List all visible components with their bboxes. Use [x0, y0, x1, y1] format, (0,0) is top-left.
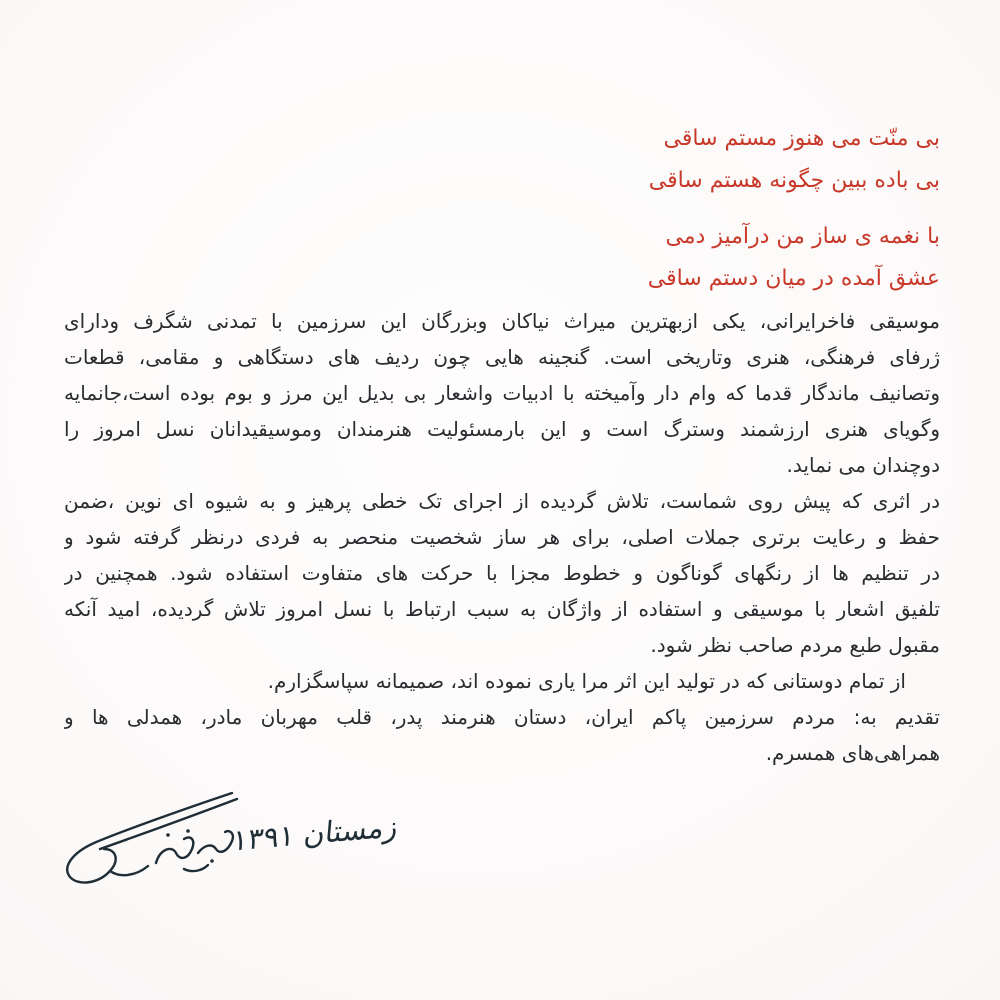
text-line: وتصانیف ماندگار قدما که وام دار وآمیخته با ادبیات واشعار بی بدیل این مرز و بوم بوده است،جانمایه	[64, 381, 940, 405]
text-line: موسیقی فاخرایرانی، یکی ازبهترین میراث نیاکان وبزرگان این سرزمین با تمدنی شگرف ودارای	[64, 309, 940, 333]
text-line: حفظ و رعایت برتری جملات اصلی، برای هر ساز شخصیت منحصر به فردی درنظر گرفته شود و	[64, 525, 940, 549]
text-line: همراهی‌های همسرم.	[765, 741, 940, 765]
body-text	[64, 303, 940, 771]
signature	[60, 787, 400, 897]
poem-couplet	[400, 118, 940, 202]
text-line: تقدیم به: مردم سرزمین پاکم ایران، دستان هنرمند پدر، قلب مهربان مادر، همدلی ها و	[64, 705, 940, 729]
signature-date: زمستان ۱۳۹۱	[231, 808, 400, 858]
poem-block	[400, 118, 940, 314]
poem-line: با نغمه ی ساز من درآمیز دمی	[665, 224, 940, 249]
text-line: ژرفای فرهنگی، هنری وتاریخی است. گنجینه هایی چون ردیف های دستگاهی و مقامی، قطعات	[64, 345, 940, 369]
text-line: مقبول طبع مردم صاحب نظر شود.	[650, 633, 940, 657]
paragraph-dedication	[64, 699, 940, 771]
paragraph-arrangement-approach	[64, 483, 940, 663]
paragraph-thanks	[64, 663, 940, 699]
poem-couplet	[400, 216, 940, 300]
poem-line: عشق آمده در میان دستم ساقی	[647, 266, 940, 291]
paragraph-music-heritage	[64, 303, 940, 483]
poem-line: بی باده ببین چگونه هستم ساقی	[648, 168, 940, 193]
text-line: در اثری که پیش روی شماست، تلاش گردیده از اجرای تک خطی پرهیز و به شیوه ای نوین ،ضمن	[64, 489, 940, 513]
text-line: وگویای هنری ارزشمند وسترگ است و این بارمسئولیت هنرمندان وموسیقیدانان نسل امروز را	[64, 417, 940, 441]
text-line: دوچندان می نماید.	[786, 453, 940, 477]
text-line: تلفیق اشعار با موسیقی و استفاده از واژگان به سبب ارتباط با نسل امروز تلاش گردیده، امید آنکه	[64, 597, 940, 621]
text-line: در تنظیم ها از رنگهای گوناگون و خطوط مجزا با حرکت های متفاوت استفاده شود. همچنین در	[64, 561, 940, 585]
text-line: از تمام دوستانی که در تولید این اثر مرا یاری نموده اند، صمیمانه سپاسگزارم.	[267, 669, 906, 693]
poem-line: بی منّت می هنوز مستم ساقی	[663, 126, 940, 151]
